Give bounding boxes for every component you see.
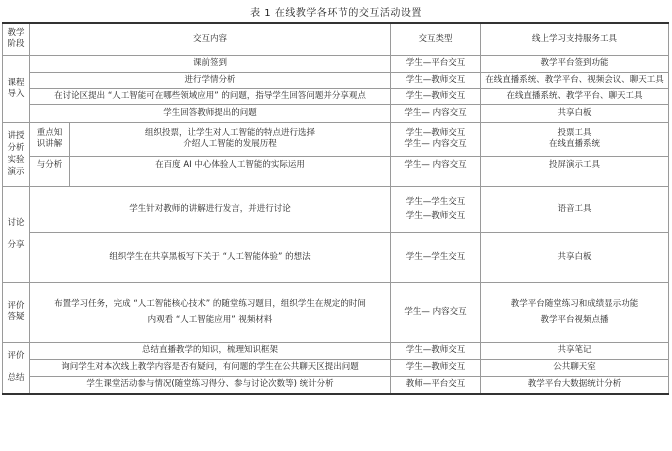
tools-cell: 教学平台大数据统计分析	[481, 376, 669, 394]
table-row	[3, 156, 669, 186]
content-cell: 课前签到	[30, 55, 391, 72]
content-cell: 学生回答教师提出的问题	[30, 104, 391, 122]
table-row	[3, 104, 669, 122]
content-cell: 总结直播教学的知识，梳理知识框架	[30, 342, 391, 359]
type-cell: 学生—学生交互	[391, 232, 481, 282]
stage-intro: 课程 导入	[3, 55, 30, 122]
stage-discussion: 讨论 分享	[3, 186, 30, 282]
type-cell: 学生—教师交互	[391, 342, 481, 359]
tools-cell: 共享笔记	[481, 342, 669, 359]
type-cell: 学生—学生交互 学生—教师交互	[391, 186, 481, 232]
tools-cell: 在线直播系统、教学平台、聊天工具	[481, 88, 669, 104]
content-cell: 组织学生在共享黑板写下关于 “人工智能体验” 的想法	[30, 232, 391, 282]
table-caption: 表 1 在线教学各环节的交互活动设置	[250, 8, 422, 19]
sub-stage-analysis: 与分析	[30, 156, 70, 186]
tools-cell: 共享白板	[481, 104, 669, 122]
type-cell: 教师—平台交互	[391, 376, 481, 394]
tools-cell: 公共聊天室	[481, 359, 669, 376]
header-tools: 线上学习支持服务工具	[481, 23, 669, 55]
stage-evaluation: 评价 答疑	[3, 282, 30, 342]
type-cell: 学生—教师交互 学生— 内容交互	[391, 122, 481, 156]
content-cell: 布置学习任务，完成 “人工智能核心技术” 的随堂练习题目，组织学生在规定的时间 内观看 “人工智能应用” 视频材料	[30, 282, 391, 342]
content-cell: 在百度 AI 中心体验人工智能的实际运用	[70, 156, 391, 186]
table-row	[3, 232, 669, 282]
header-content: 交互内容	[30, 23, 391, 55]
type-cell: 学生— 内容交互	[391, 282, 481, 342]
tools-cell: 在线直播系统、教学平台、视频会议、聊天工具	[481, 72, 669, 88]
header-type: 交互类型	[391, 23, 481, 55]
tools-cell: 语音工具	[481, 186, 669, 232]
type-cell: 学生—教师交互	[391, 88, 481, 104]
content-cell: 在讨论区提出 “人工智能可在哪些领域应用” 的问题，指导学生回答问题并分享观点	[30, 88, 391, 104]
table-row	[3, 376, 669, 394]
content-cell: 学生针对教师的讲解进行发言，并进行讨论	[30, 186, 391, 232]
tools-cell: 投票工具 在线直播系统	[481, 122, 669, 156]
type-cell: 学生—平台交互	[391, 55, 481, 72]
type-cell: 学生—教师交互	[391, 359, 481, 376]
table-row	[3, 342, 669, 359]
sub-stage-key-knowledge: 重点知 识讲解	[30, 122, 70, 156]
tools-cell: 教学平台随堂练习和成绩显示功能 教学平台视频点播	[481, 282, 669, 342]
stage-lecture: 讲授 分析 实验 演示	[3, 122, 30, 186]
tools-cell: 投屏演示工具	[481, 156, 669, 186]
table-row	[3, 122, 669, 156]
header-stage: 教学 阶段	[3, 23, 30, 55]
header-row	[3, 23, 669, 55]
table-row	[3, 55, 669, 72]
tools-cell: 教学平台签到功能	[481, 55, 669, 72]
content-cell: 学生课堂活动参与情况(随堂练习得分、参与讨论次数等) 统计分析	[30, 376, 391, 394]
table-row	[3, 88, 669, 104]
content-cell: 组织投票，让学生对人工智能的特点进行选择 介绍人工智能的发展历程	[70, 122, 391, 156]
table-row	[3, 282, 669, 342]
table-row	[3, 359, 669, 376]
content-cell: 询问学生对本次线上教学内容是否有疑问，有问题的学生在公共聊天区提出问题	[30, 359, 391, 376]
type-cell: 学生—教师交互	[391, 72, 481, 88]
stage-summary: 评价 总结	[3, 342, 30, 394]
interaction-table	[2, 22, 669, 395]
type-cell: 学生— 内容交互	[391, 104, 481, 122]
tools-cell: 共享白板	[481, 232, 669, 282]
content-cell: 进行学情分析	[30, 72, 391, 88]
table-row	[3, 72, 669, 88]
type-cell: 学生— 内容交互	[391, 156, 481, 186]
table-row	[3, 186, 669, 232]
